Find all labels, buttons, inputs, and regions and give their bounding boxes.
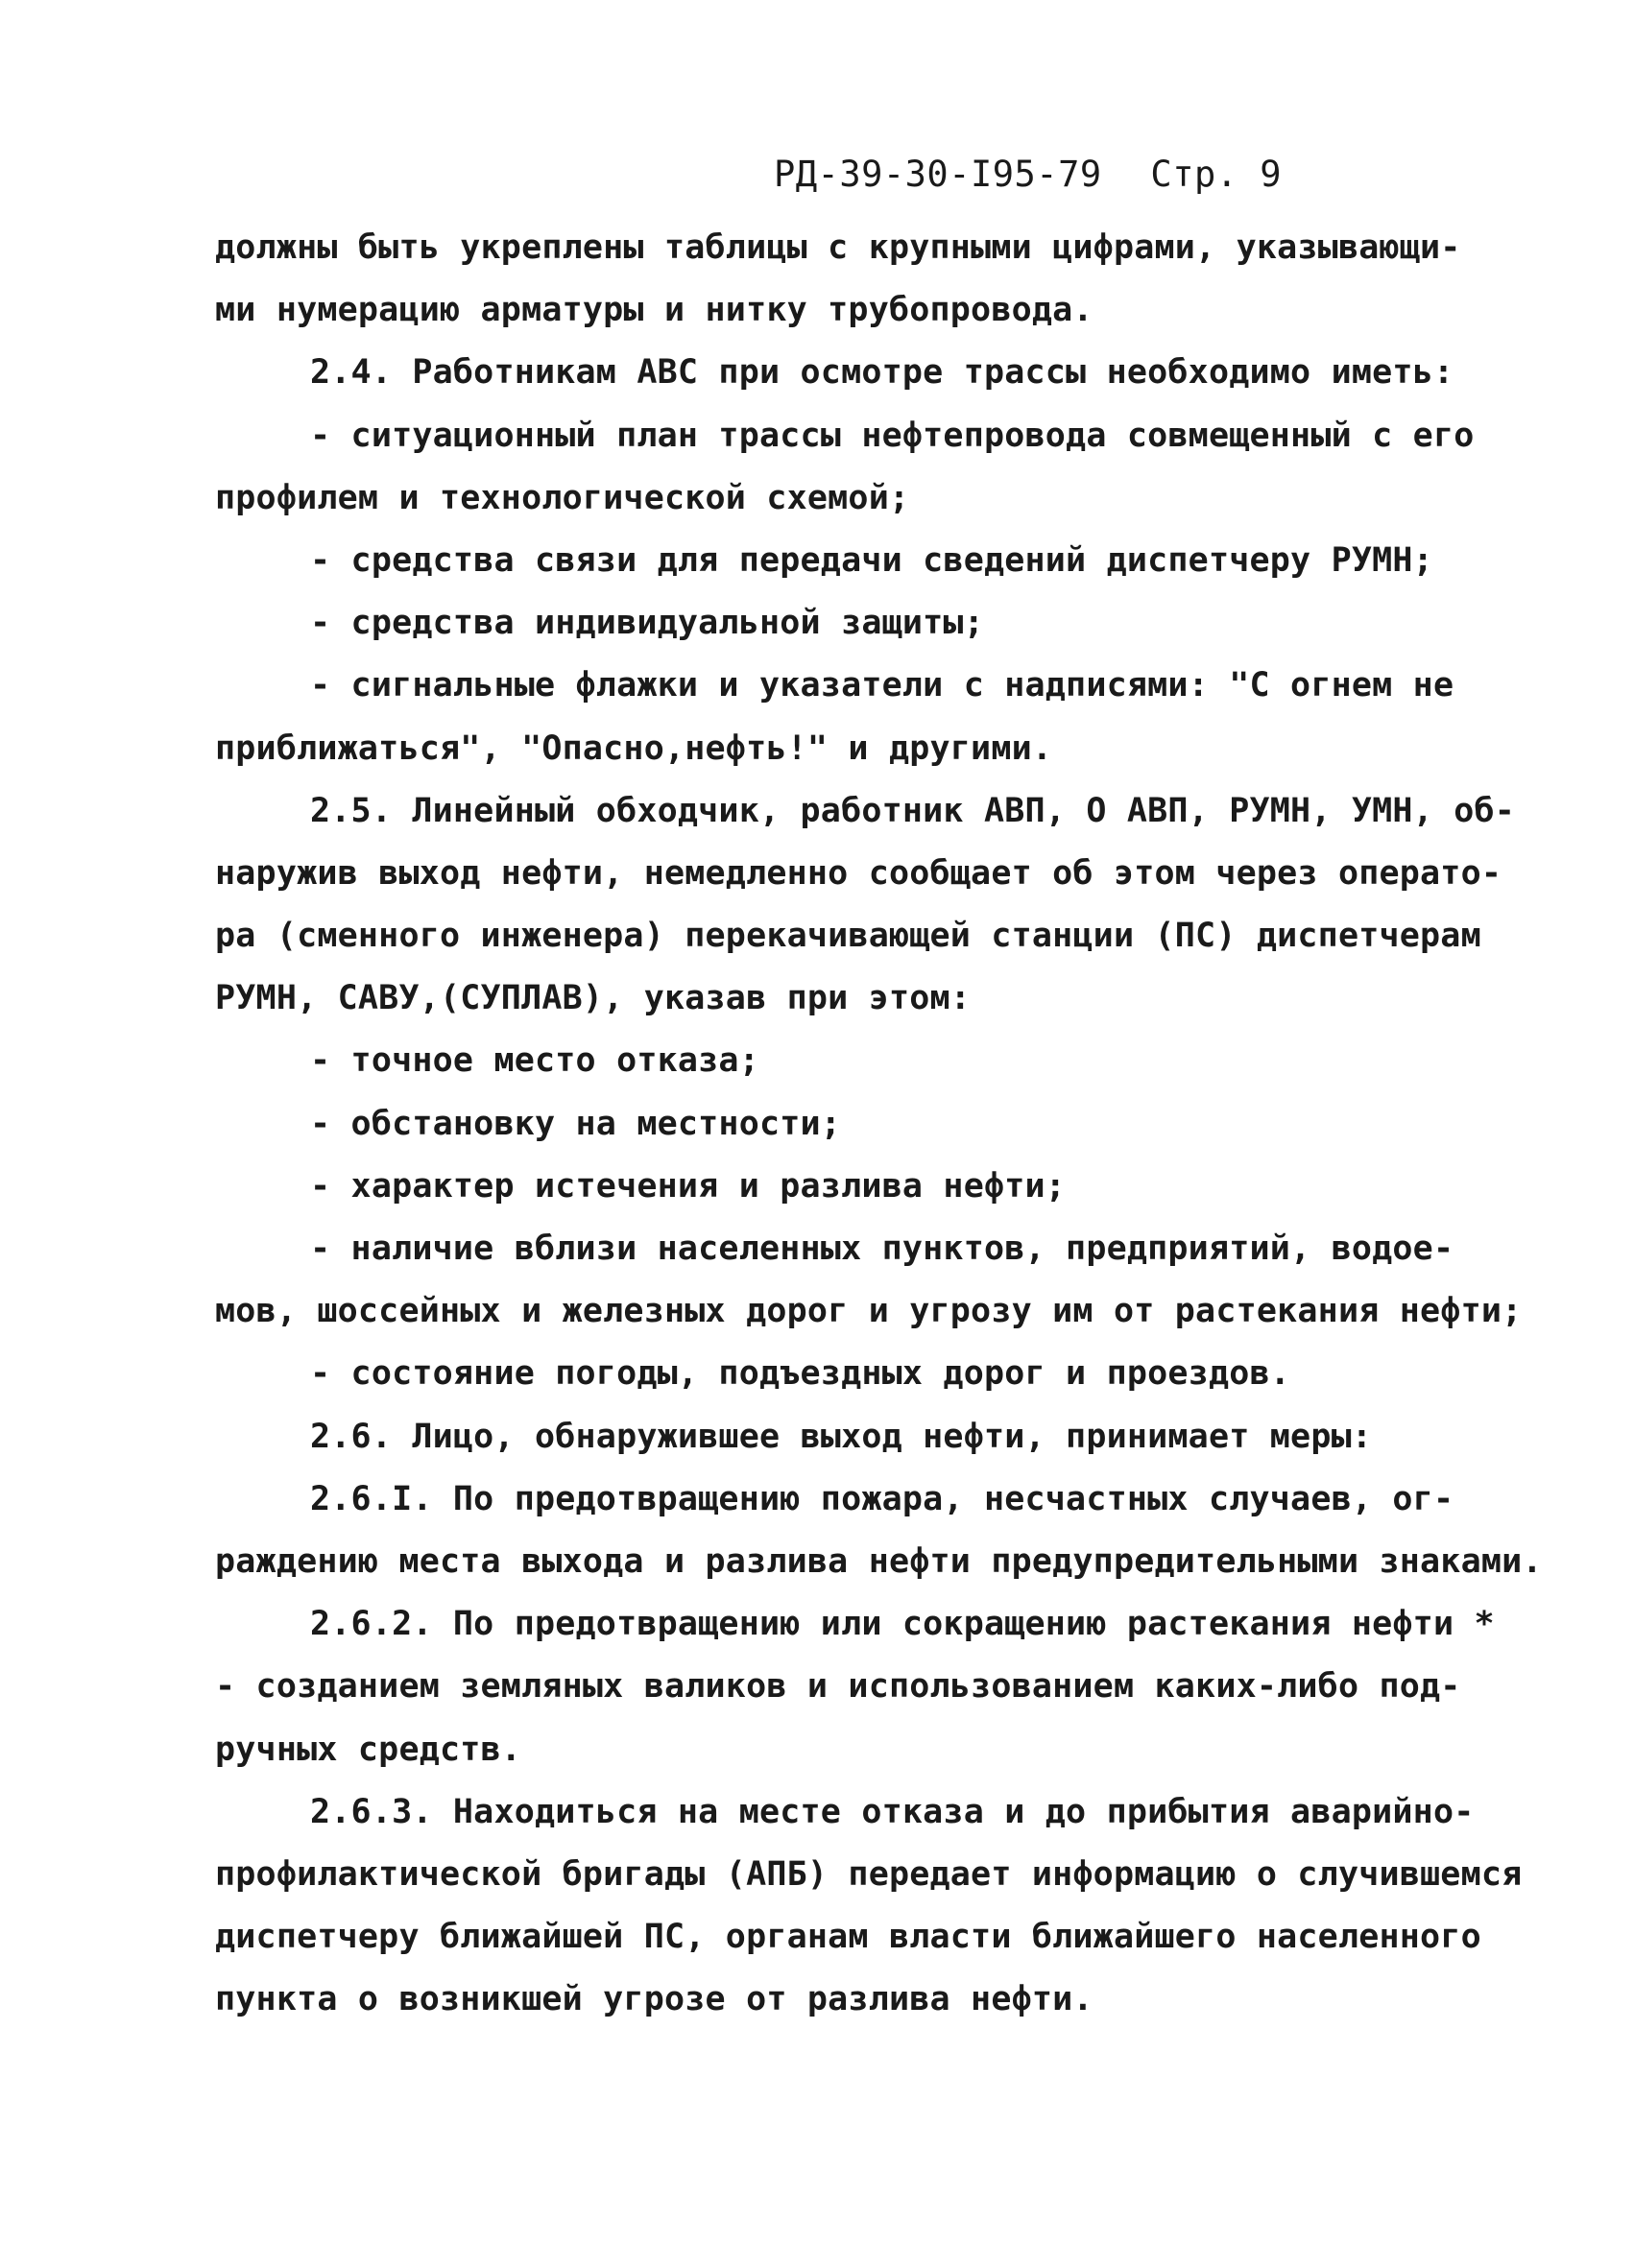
page-header [774,154,1282,195]
body-text [215,217,1543,2031]
text-line: наружив выход нефти, немедленно сообщает об этом через операто- [215,853,1502,893]
text-line: 2.6.I. По предотвращению пожара, несчастных случаев, ог- [310,1479,1454,1518]
text-line: пункта о возникшей угрозе от разлива нефти. [215,1980,1093,2019]
text-line: РУМН, САВУ,(СУПЛАВ), указав при этом: [215,979,972,1018]
text-line: - точное место отказа; [310,1041,759,1081]
text-line: - созданием земляных валиков и использованием каких-либо под- [215,1667,1461,1707]
text-line: ми нумерацию арматуры и нитку трубопровода. [215,291,1093,330]
text-line: 2.5. Линейный обходчик, работник АВП, О АВП, РУМН, УМН, об- [310,791,1516,830]
page-number: Стр. 9 [1150,154,1283,195]
text-line: - средства индивидуальной защиты; [310,604,984,643]
text-line: - состояние погоды, подъездных дорог и проездов. [310,1354,1291,1394]
text-line: диспетчеру ближайшей ПС, органам власти ближайшего населенного [215,1918,1481,1957]
text-line: мов, шоссейных и железных дорог и угрозу им от растекания нефти; [215,1292,1523,1331]
text-line: 2.6.2. По предотвращению или сокращению растекания нефти * [310,1605,1495,1644]
text-line: 2.4. Работникам АВС при осмотре трассы необходимо иметь: [310,353,1454,393]
text-line: раждению места выхода и разлива нефти предупредительными знаками. [215,1541,1543,1581]
text-line: профилем и технологической схемой; [215,478,910,517]
text-line: должны быть укреплены таблицы с крупными цифрами, указывающи- [215,228,1461,267]
text-line: ручных средств. [215,1730,522,1769]
text-line: профилактической бригады (АПБ) передает информацию о случившемся [215,1854,1523,1894]
text-line: - характер истечения и разлива нефти; [310,1166,1067,1206]
text-line: - обстановку на местности; [310,1104,842,1143]
text-line: - наличие вблизи населенных пунктов, предприятий, водое- [310,1229,1454,1268]
text-line: 2.6.3. Находиться на месте отказа и до прибытия аварийно- [310,1792,1475,1831]
text-line: - средства связи для передачи сведений диспетчеру РУМН; [310,540,1433,580]
text-line: 2.6. Лицо, обнаружившее выход нефти, принимает меры: [310,1417,1373,1456]
text-line: приближаться", "Опасно,нефть!" и другими. [215,728,1053,768]
text-line: - сигнальные флажки и указатели с надписями: "С огнем не [310,666,1454,705]
text-line: ра (сменного инженера) перекачивающей станции (ПС) диспетчерам [215,917,1481,956]
document-code: РД-39-30-I95-79 [774,154,1102,195]
text-line: - ситуационный план трассы нефтепровода совмещенный с его [310,416,1475,455]
